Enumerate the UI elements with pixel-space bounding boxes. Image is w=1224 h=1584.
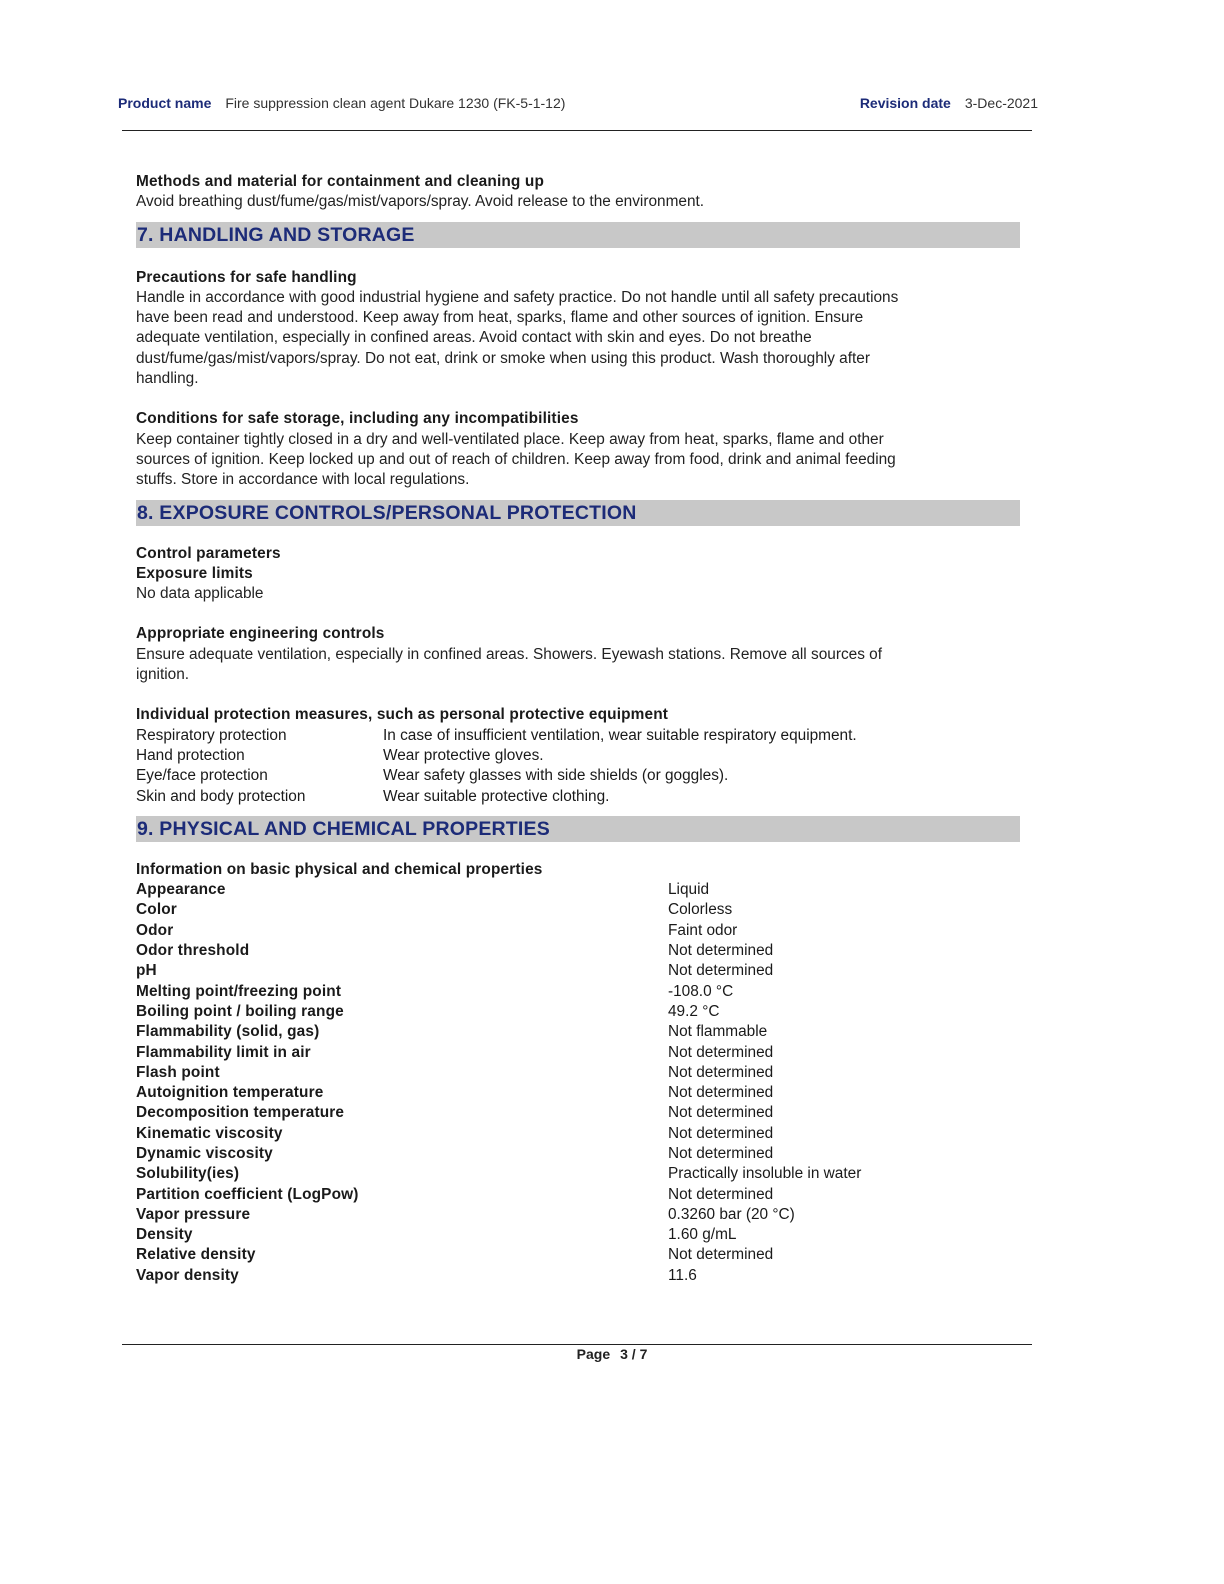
property-label: pH	[136, 962, 157, 980]
document-body	[136, 172, 1020, 1286]
property-value: Not determined	[668, 1144, 774, 1162]
ppe-value: Wear suitable protective clothing.	[383, 787, 610, 805]
property-row	[136, 1043, 1020, 1063]
property-value: Not flammable	[668, 1023, 768, 1041]
property-row	[136, 921, 1020, 941]
text-line: stuffs. Store in accordance with local regulations.	[136, 471, 470, 489]
ppe-value: In case of insufficient ventilation, wear suitable respiratory equipment.	[383, 726, 857, 744]
properties-heading: Information on basic physical and chemical properties	[136, 860, 543, 878]
ppe-table	[136, 726, 1020, 807]
property-label: Appearance	[136, 881, 226, 899]
property-value: Not determined	[668, 942, 774, 960]
property-row	[136, 1205, 1020, 1225]
section-9-title: 9. PHYSICAL AND CHEMICAL PROPERTIES	[136, 816, 1020, 842]
exposure-limits-heading: Exposure limits	[136, 564, 253, 582]
property-row	[136, 1185, 1020, 1205]
text-line: Handle in accordance with good industrial hygiene and safety practice. Do not handle until all safety precautions	[136, 288, 899, 306]
containment-heading: Methods and material for containment and cleaning up	[136, 173, 545, 190]
precautions-text	[136, 288, 1020, 389]
property-value: Not determined	[668, 1104, 774, 1122]
property-value: 49.2 °C	[668, 1002, 720, 1020]
property-row	[136, 1002, 1020, 1022]
property-row	[136, 1083, 1020, 1103]
property-label: Dynamic viscosity	[136, 1144, 273, 1162]
property-label: Kinematic viscosity	[136, 1124, 283, 1142]
properties-table	[136, 880, 1020, 1286]
property-label: Flammability limit in air	[136, 1043, 311, 1061]
ppe-label: Skin and body protection	[136, 787, 306, 805]
property-label: Autoignition temperature	[136, 1084, 324, 1102]
property-value: Not determined	[668, 1084, 774, 1102]
property-label: Flash point	[136, 1063, 220, 1081]
text-line: Ensure adequate ventilation, especially in confined areas. Showers. Eyewash stations. Remove all sources of	[136, 645, 883, 663]
property-row	[136, 900, 1020, 920]
property-label: Density	[136, 1226, 193, 1244]
revision-date-label: Revision date	[859, 95, 951, 111]
engineering-controls-text	[136, 645, 1020, 686]
property-value: Faint odor	[668, 921, 738, 939]
ppe-value: Wear safety glasses with side shields (or goggles).	[383, 767, 729, 785]
property-row	[136, 1124, 1020, 1144]
property-value: 0.3260 bar (20 °C)	[668, 1205, 795, 1223]
ppe-row	[136, 746, 1020, 766]
text-line: ignition.	[136, 666, 190, 684]
property-row	[136, 880, 1020, 900]
property-row	[136, 982, 1020, 1002]
text-line: sources of ignition. Keep locked up and out of reach of children. Keep away from food, drink and animal feeding	[136, 450, 896, 468]
page-footer	[0, 1346, 1224, 1362]
property-row	[136, 1103, 1020, 1123]
property-label: Relative density	[136, 1246, 256, 1264]
engineering-controls-heading: Appropriate engineering controls	[136, 625, 385, 643]
ppe-heading: Individual protection measures, such as personal protective equipment	[136, 706, 669, 724]
property-label: Color	[136, 901, 177, 919]
property-value: Liquid	[668, 881, 710, 899]
property-row	[136, 1245, 1020, 1265]
property-value: Not determined	[668, 962, 774, 980]
text-line: dust/fume/gas/mist/vapors/spray. Do not eat, drink or smoke when using this product. Wash thoroughly after	[136, 349, 870, 367]
property-row	[136, 941, 1020, 961]
text-line: Keep container tightly closed in a dry and well-ventilated place. Keep away from heat, sparks, flame and other	[136, 430, 884, 448]
property-row	[136, 961, 1020, 981]
property-value: 1.60 g/mL	[668, 1226, 737, 1244]
property-row	[136, 1144, 1020, 1164]
property-label: Vapor pressure	[136, 1205, 251, 1223]
ppe-row	[136, 726, 1020, 746]
property-value: -108.0 °C	[668, 982, 734, 1000]
property-row	[136, 1063, 1020, 1083]
property-label: Solubility(ies)	[136, 1165, 240, 1183]
property-value: Not determined	[668, 1063, 774, 1081]
exposure-limits-value: No data applicable	[136, 585, 264, 603]
product-name-label: Product name	[118, 95, 212, 111]
product-name-value: Fire suppression clean agent Dukare 1230 (FK-5-1-12)	[225, 95, 566, 111]
ppe-value: Wear protective gloves.	[383, 746, 544, 764]
property-row	[136, 1266, 1020, 1286]
property-label: Odor threshold	[136, 942, 250, 960]
property-label: Odor	[136, 921, 174, 939]
revision-date-block	[860, 95, 1038, 111]
property-row	[136, 1022, 1020, 1042]
precautions-heading: Precautions for safe handling	[136, 268, 357, 286]
property-value: Practically insoluble in water	[668, 1165, 862, 1183]
product-name-block	[118, 95, 565, 111]
header-divider	[122, 130, 1032, 131]
ppe-row	[136, 787, 1020, 807]
ppe-row	[136, 766, 1020, 786]
property-row	[136, 1225, 1020, 1245]
property-label: Partition coefficient (LogPow)	[136, 1185, 359, 1203]
text-line: handling.	[136, 370, 199, 388]
text-line: have been read and understood. Keep away from heat, sparks, flame and other sources of ignition. Ensure	[136, 309, 864, 327]
page-number: 3 / 7	[620, 1346, 648, 1362]
section-7-title: 7. HANDLING AND STORAGE	[136, 222, 1020, 248]
property-label: Boiling point / boiling range	[136, 1002, 344, 1020]
property-value: Not determined	[668, 1124, 774, 1142]
footer-divider	[122, 1344, 1032, 1345]
property-label: Decomposition temperature	[136, 1104, 345, 1122]
ppe-label: Hand protection	[136, 746, 245, 764]
text-line: adequate ventilation, especially in confined areas. Avoid contact with skin and eyes. Do not breathe	[136, 329, 812, 347]
containment-text: Avoid breathing dust/fume/gas/mist/vapors/spray. Avoid release to the environment.	[136, 193, 705, 211]
ppe-label: Respiratory protection	[136, 726, 287, 744]
ppe-label: Eye/face protection	[136, 767, 268, 785]
property-label: Vapor density	[136, 1266, 239, 1284]
property-value: Colorless	[668, 901, 733, 919]
property-label: Flammability (solid, gas)	[136, 1023, 320, 1041]
revision-date-value: 3-Dec-2021	[964, 95, 1038, 111]
property-value: 11.6	[668, 1266, 697, 1284]
storage-text	[136, 430, 1020, 491]
property-value: Not determined	[668, 1043, 774, 1061]
property-row	[136, 1164, 1020, 1184]
section-8-title: 8. EXPOSURE CONTROLS/PERSONAL PROTECTION	[136, 500, 1020, 526]
page-label: Page	[576, 1346, 611, 1362]
property-value: Not determined	[668, 1185, 774, 1203]
control-parameters-heading: Control parameters	[136, 544, 281, 562]
property-value: Not determined	[668, 1246, 774, 1264]
property-label: Melting point/freezing point	[136, 982, 342, 1000]
storage-heading: Conditions for safe storage, including any incompatibilities	[136, 410, 579, 428]
page-header	[118, 95, 1038, 115]
